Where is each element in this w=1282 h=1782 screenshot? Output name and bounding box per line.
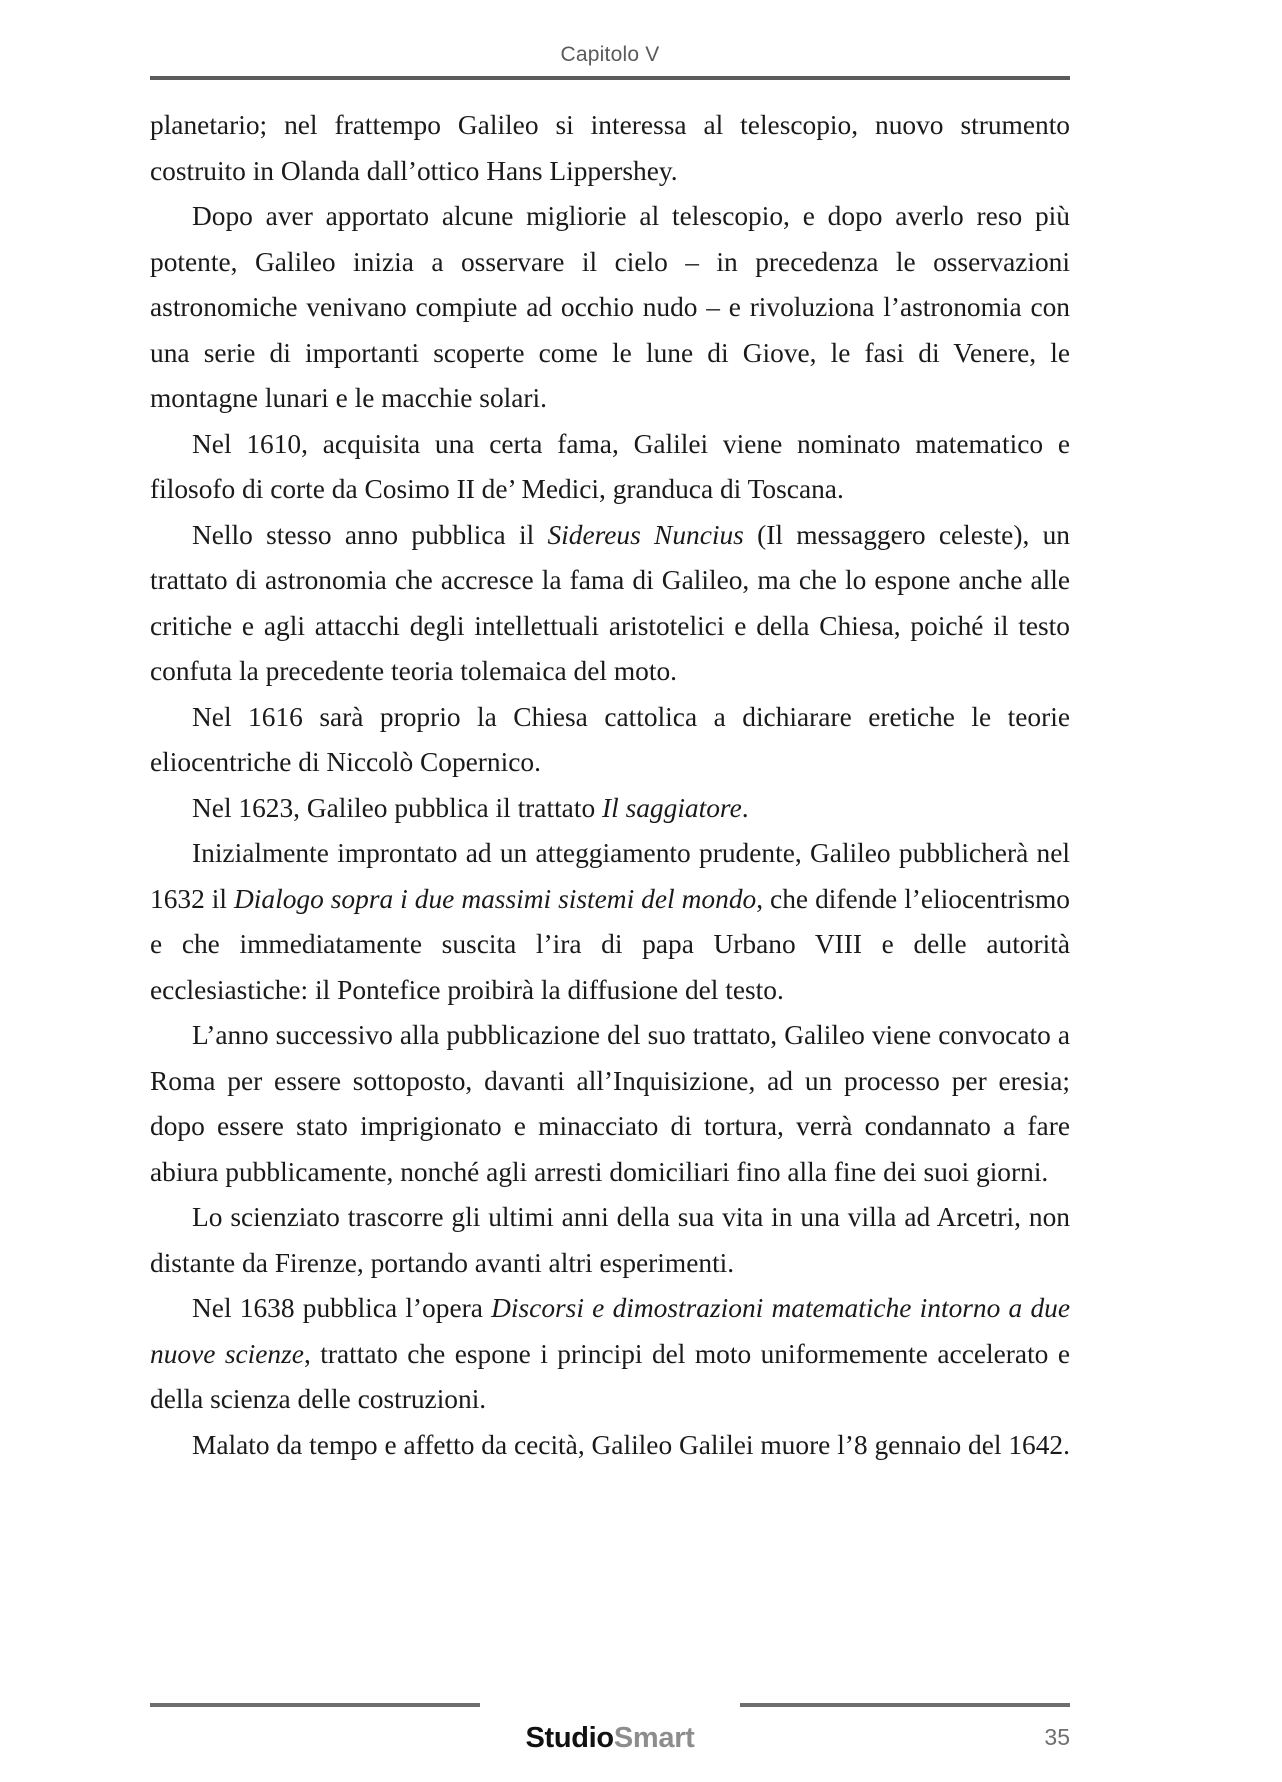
paragraph — [150, 422, 1070, 513]
paragraph — [150, 695, 1070, 786]
paragraph — [150, 1286, 1070, 1423]
paragraph — [150, 513, 1070, 695]
paragraph — [150, 103, 1070, 194]
text-run: Nel 1638 pubblica l’opera — [192, 1293, 492, 1323]
text-run: Nel 1623, Galileo pubblica il trattato — [192, 792, 602, 823]
text-run: , trattato che espone i principi del moto uniformemente accelerato e della scienza delle costruzioni. — [150, 1338, 1070, 1414]
text-run: Dopo aver apportato alcune migliorie al telescopio, e dopo averlo reso più potente, Galileo inizia a osservare il cielo – in precedenza le osservazioni astronomiche venivano compiute ad occhio nudo – e rivoluziona l’astronomia con una serie di importanti scoperte come le lune di Giove, le fasi di Venere, le montagne lunari e le macchie solari. — [150, 201, 1070, 413]
page-footer — [150, 1694, 1070, 1782]
footer-divider-right — [740, 1703, 1070, 1707]
text-run: planetario; nel frattempo Galileo si interessa al telescopio, nuovo strumento costruito in Olanda dall’ottico Hans Lippershey. — [150, 110, 1070, 186]
paragraph — [150, 1423, 1070, 1469]
text-run: Inizialmente improntato ad un atteggiamento prudente, Galileo pubblicherà nel 1632 il — [150, 838, 1070, 914]
paragraph — [150, 194, 1070, 422]
paragraph — [150, 1013, 1070, 1195]
brand-logo — [150, 1722, 1070, 1755]
text-run: Malato da tempo e affetto da cecità, Galileo Galilei muore l’8 gennaio del 1642. — [192, 1429, 1070, 1460]
text-run: , che difende l’eliocentrismo e che immediatamente suscita l’ira di papa Urbano VIII e delle autorità ecclesiastiche: il Pontefice proibirà la diffusione del testo. — [150, 883, 1071, 1005]
brand-logo-secondary: Smart — [613, 1722, 695, 1754]
text-run: Nel 1616 sarà proprio la Chiesa cattolica a dichiarare eretiche le teorie eliocentriche di Niccolò Copernico. — [150, 701, 1070, 777]
italic-title: Dialogo sopra i due massimi sistemi del mondo — [234, 883, 757, 914]
running-head: Capitolo V — [560, 43, 660, 66]
text-run: Nel 1610, acquisita una certa fama, Galilei viene nominato matematico e filosofo di corte da Cosimo II de’ Medici, granduca di Toscana. — [150, 428, 1070, 504]
paragraph — [150, 786, 1070, 832]
page-number: 35 — [1044, 1724, 1070, 1750]
text-run: . — [741, 792, 749, 823]
text-run: Nello stesso anno pubblica il — [192, 519, 548, 550]
italic-title: Il saggiatore — [602, 792, 742, 823]
text-run: (Il messaggero celeste), un trattato di astronomia che accresce la fama di Galileo, ma che lo espone anche alle critiche e agli attacchi degli intellettuali aristotelici e della Chiesa, poiché il testo confuta la precedente teoria tolemaica del moto. — [150, 519, 1070, 686]
text-run: L’anno successivo alla pubblicazione del suo trattato, Galileo viene convocato a Roma per essere sottoposto, davanti all’Inquisizione, ad un processo per eresia; dopo essere stato imprigionato e minacciato di tortura, verrà condannato a fare abiura pubblicamente, nonché agli arresti domiciliari fino alla fine dei suoi giorni. — [150, 1020, 1070, 1187]
italic-title: Sidereus Nuncius — [547, 519, 744, 550]
footer-divider-left — [150, 1703, 480, 1707]
paragraph — [150, 1195, 1070, 1286]
italic-title: Discorsi e dimostrazioni matematiche intorno a due nuove scienze — [150, 1293, 1071, 1369]
brand-logo-primary: Studio — [525, 1722, 614, 1754]
page-body — [150, 103, 1070, 1468]
header-divider — [150, 76, 1070, 80]
paragraph — [150, 831, 1070, 1013]
text-run: Lo scienziato trascorre gli ultimi anni della sua vita in una villa ad Arcetri, non distante da Firenze, portando avanti altri esperimenti. — [150, 1202, 1070, 1278]
